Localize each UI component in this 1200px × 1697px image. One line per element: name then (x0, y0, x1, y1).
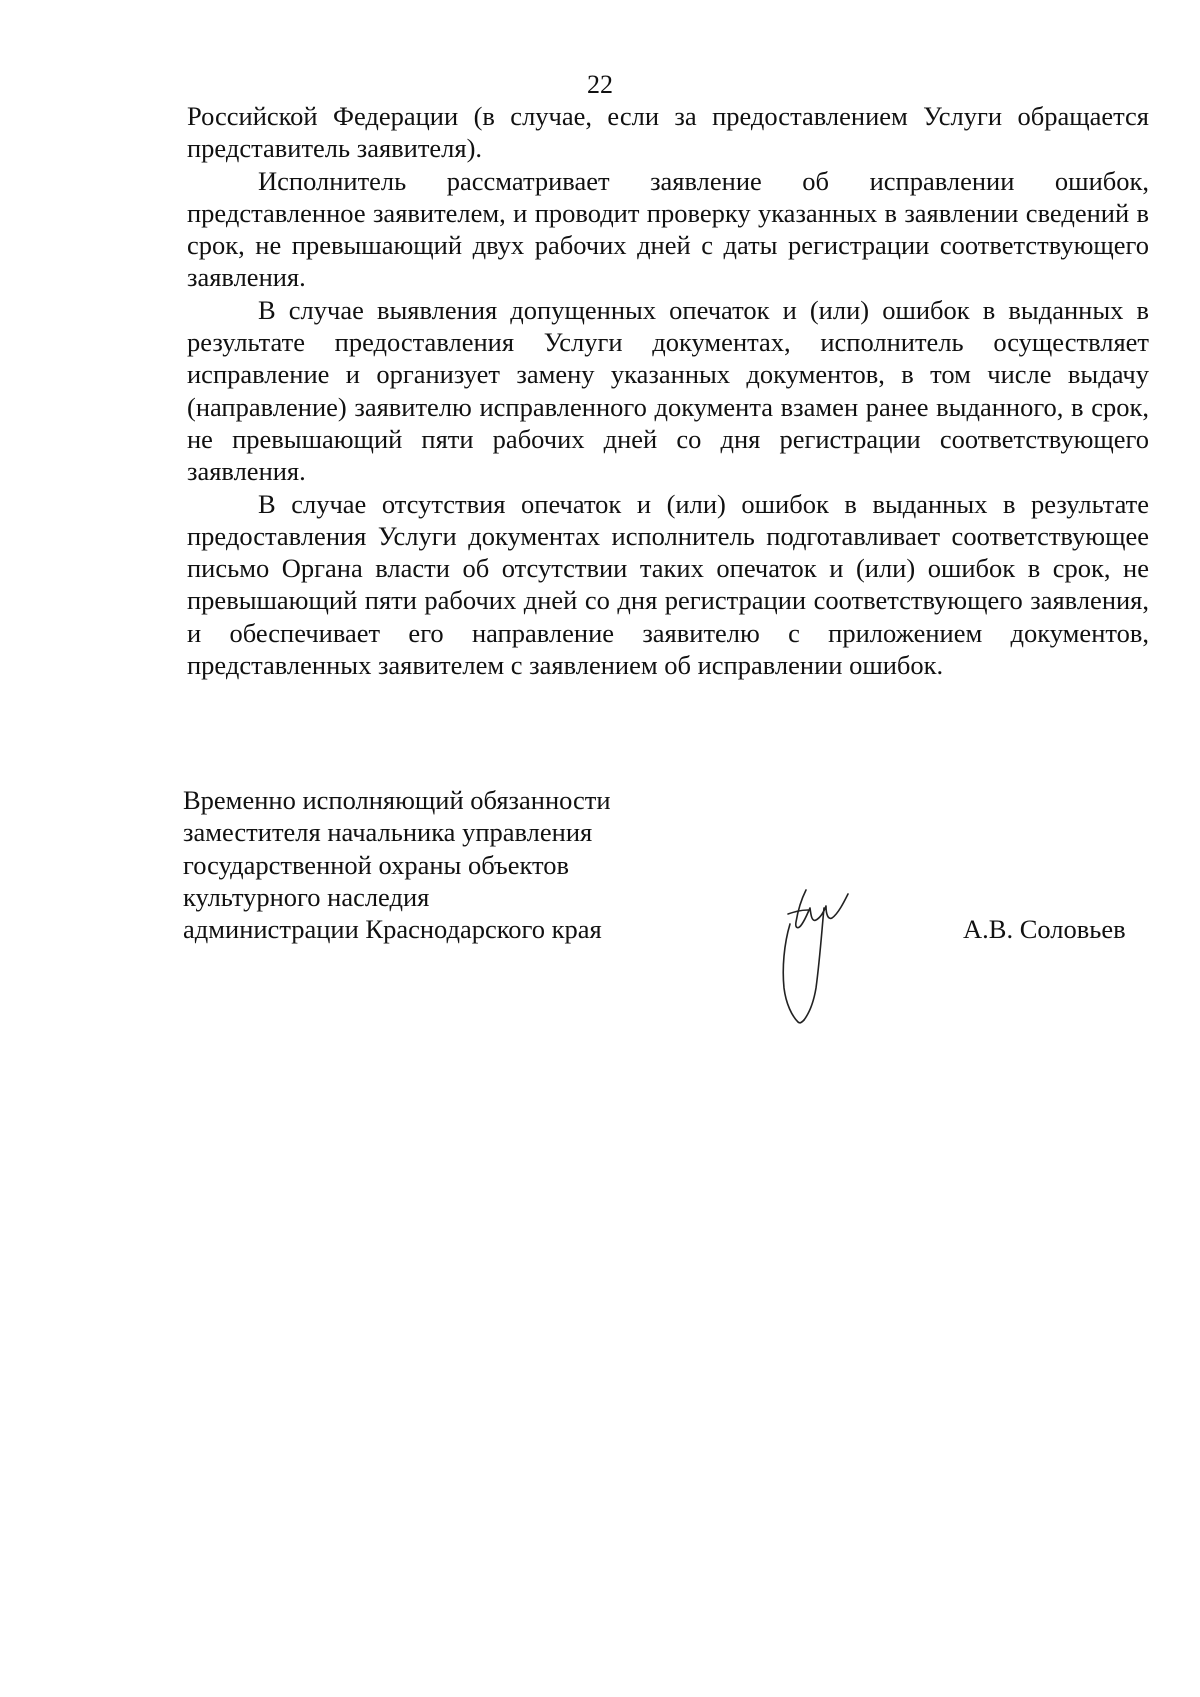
signatory-position (183, 784, 743, 945)
position-line: Временно исполняющий обязанности (183, 785, 611, 815)
paragraph-2: Исполнитель рассматривает заявление об исправлении ошибок, представленное заявителем, и проводит проверку указанных в заявлении сведений в срок, не превышающий двух рабочих дней с даты регистрации соответствующего заявления. (187, 165, 1149, 293)
position-line: культурного наследия (183, 881, 430, 912)
page-number: 22 (587, 70, 613, 99)
handwritten-signature (780, 888, 860, 1028)
position-line: администрации Краснодарского края (183, 914, 602, 945)
paragraph-4: В случае отсутствия опечаток и (или) ошибок в выданных в результате предоставления Услуги документах исполнитель подготавливает соответствующее письмо Органа власти об отсутствии таких опечаток и (или) ошибок в срок, не превышающий пяти рабочих дней со дня регистрации соответствующего заявления, и обеспечивает его направление заявителю с приложением документов, представленных заявителем с заявлением об исправлении ошибок. (187, 488, 1149, 681)
body-text (187, 100, 1149, 681)
paragraph-1: Российской Федерации (в случае, если за предоставлением Услуги обращается представитель заявителя). (187, 101, 1149, 164)
position-line: государственной охраны объектов (183, 849, 570, 880)
paragraph-3: В случае выявления допущенных опечаток и (или) ошибок в выданных в результате предоставления Услуги документах, исполнитель осуществляет исправление и организует замену указанных документов, в том числе выдачу (направление) заявителю исправленного документа взамен ранее выданного, в срок, не превышающий пяти рабочих дней со дня регистрации соответствующего заявления. (187, 294, 1149, 487)
signer-name: А.В. Соловьев (963, 914, 1126, 944)
position-line: заместителя начальника управления (183, 817, 593, 848)
